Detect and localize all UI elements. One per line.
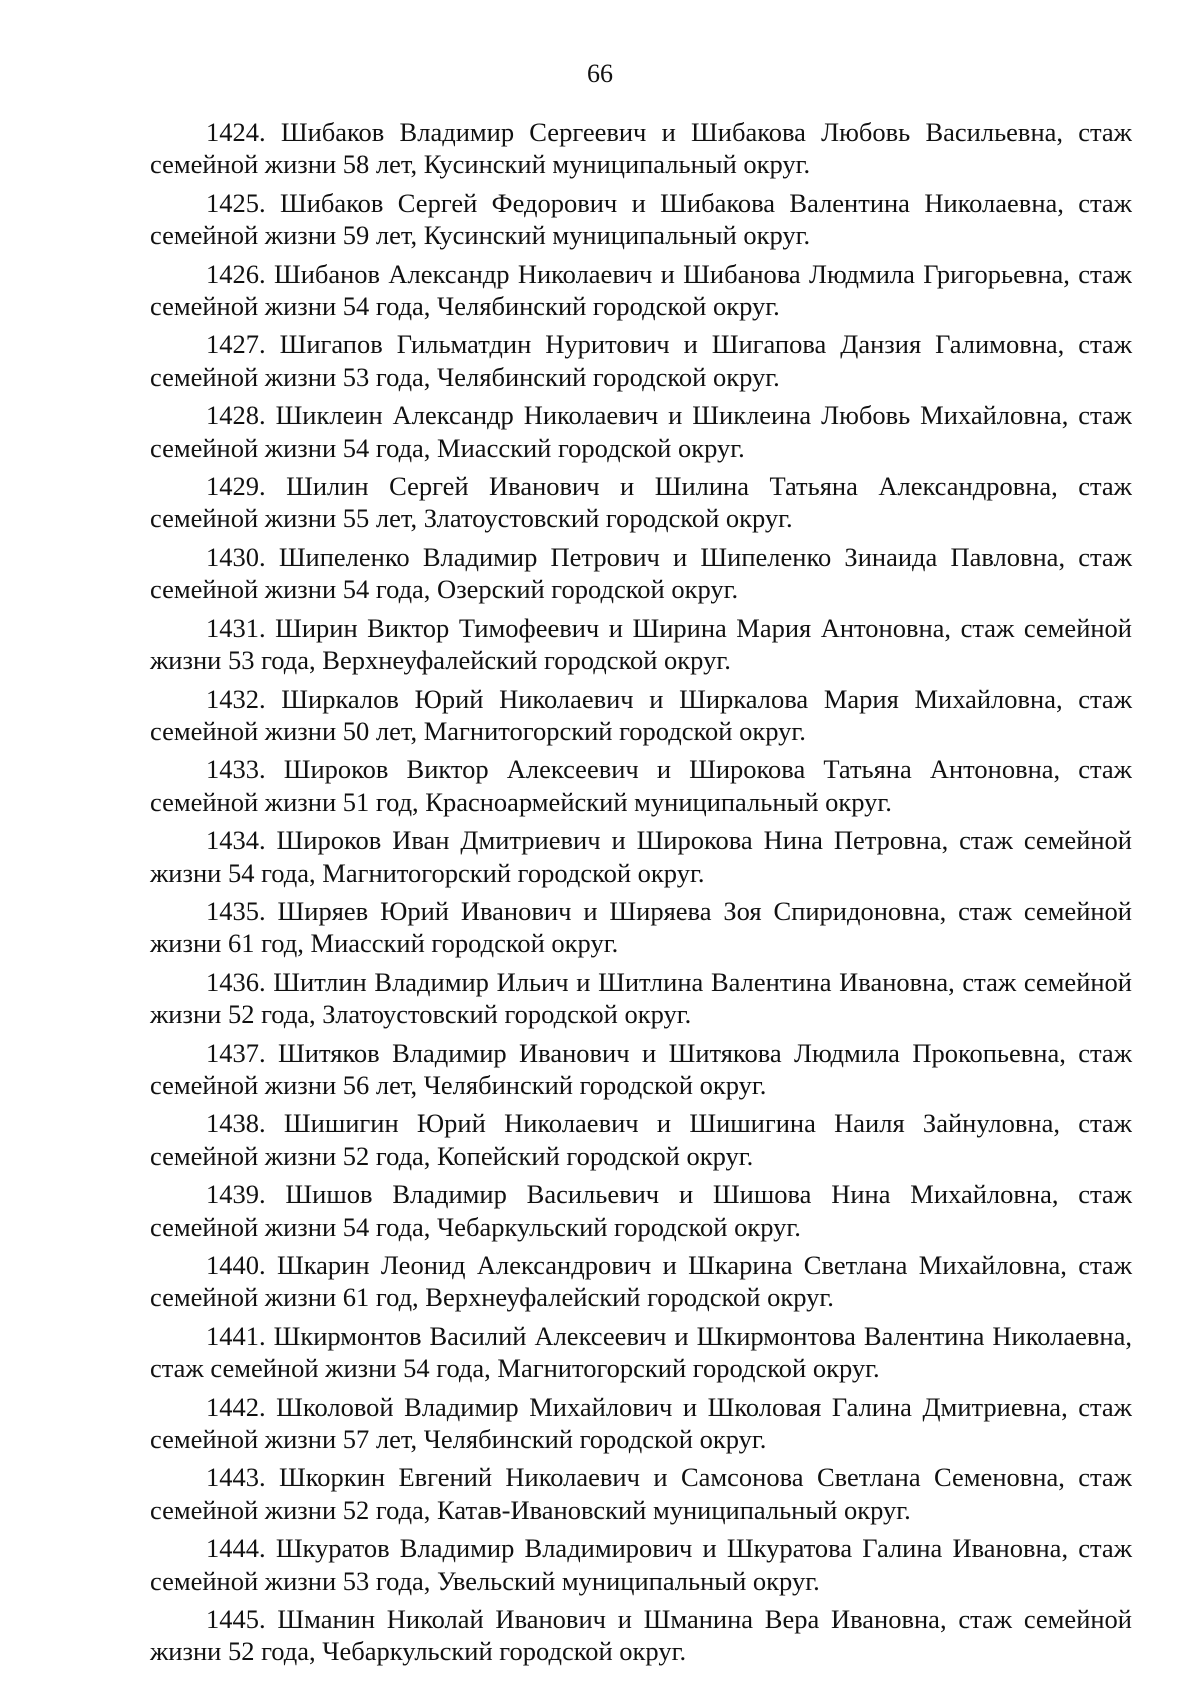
list-item: 1438. Шишигин Юрий Николаевич и Шишигина Наиля Зайнуловна, стаж семейной жизни 52 года, Копейский городской округ.: [150, 1108, 1132, 1171]
list-item: 1436. Шитлин Владимир Ильич и Шитлина Валентина Ивановна, стаж семейной жизни 52 года, Златоустовский городской округ.: [150, 966, 1132, 1030]
list-item: 1433. Широков Виктор Алексеевич и Широкова Татьяна Антоновна, стаж семейной жизни 51 год, Красноармейский муниципальный округ.: [150, 754, 1132, 817]
list-item: 1441. Шкирмонтов Василий Алексеевич и Шкирмонтова Валентина Николаевна, стаж семейной жизни 54 года, Магнитогорский городской округ.: [150, 1320, 1132, 1384]
list-item: 1425. Шибаков Сергей Федорович и Шибакова Валентина Николаевна, стаж семейной жизни 59 лет, Кусинский муниципальный округ.: [150, 187, 1132, 251]
list-item: 1431. Ширин Виктор Тимофеевич и Ширина Мария Антоновна, стаж семейной жизни 53 года, Верхнеуфалейский городской округ.: [150, 612, 1132, 676]
list-item: 1427. Шигапов Гильматдин Нуритович и Шигапова Данзия Галимовна, стаж семейной жизни 53 года, Челябинский городской округ.: [150, 329, 1132, 392]
list-item: 1424. Шибаков Владимир Сергеевич и Шибакова Любовь Васильевна, стаж семейной жизни 58 лет, Кусинский муниципальный округ.: [150, 117, 1132, 180]
list-item: 1434. Широков Иван Дмитриевич и Широкова Нина Петровна, стаж семейной жизни 54 года, Магнитогорский городской округ.: [150, 825, 1132, 888]
list-item: 1435. Ширяев Юрий Иванович и Ширяева Зоя Спиридоновна, стаж семейной жизни 61 год, Миасский городской округ.: [150, 895, 1132, 959]
list-item: 1439. Шишов Владимир Васильевич и Шишова Нина Михайловна, стаж семейной жизни 54 года, Чебаркульский городской округ.: [150, 1179, 1132, 1242]
list-item: 1429. Шилин Сергей Иванович и Шилина Татьяна Александровна, стаж семейной жизни 55 лет, Златоустовский городской округ.: [150, 471, 1132, 534]
entry-list: [150, 116, 1132, 1674]
list-item: 1437. Шитяков Владимир Иванович и Шитякова Людмила Прокопьевна, стаж семейной жизни 56 лет, Челябинский городской округ.: [150, 1037, 1132, 1100]
page-number: 66: [587, 59, 613, 88]
list-item: 1428. Шиклеин Александр Николаевич и Шиклеина Любовь Михайловна, стаж семейной жизни 54 года, Миасский городской округ.: [150, 400, 1132, 463]
list-item: 1426. Шибанов Александр Николаевич и Шибанова Людмила Григорьевна, стаж семейной жизни 54 года, Челябинский городской округ.: [150, 258, 1132, 322]
list-item: 1430. Шипеленко Владимир Петрович и Шипеленко Зинаида Павловна, стаж семейной жизни 54 года, Озерский городской округ.: [150, 541, 1132, 605]
list-item: 1445. Шманин Николай Иванович и Шманина Вера Ивановна, стаж семейной жизни 52 года, Чебаркульский городской округ.: [150, 1604, 1132, 1667]
list-item: 1444. Шкуратов Владимир Владимирович и Шкуратова Галина Ивановна, стаж семейной жизни 53 года, Увельский муниципальный округ.: [150, 1533, 1132, 1596]
list-item: 1432. Ширкалов Юрий Николаевич и Ширкалова Мария Михайловна, стаж семейной жизни 50 лет, Магнитогорский городской округ.: [150, 683, 1132, 746]
list-item: 1442. Школовой Владимир Михайлович и Школовая Галина Дмитриевна, стаж семейной жизни 57 лет, Челябинский городской округ.: [150, 1391, 1132, 1455]
list-item: 1440. Шкарин Леонид Александрович и Шкарина Светлана Михайловна, стаж семейной жизни 61 год, Верхнеуфалейский городской округ.: [150, 1250, 1132, 1313]
list-item: 1443. Шкоркин Евгений Николаевич и Самсонова Светлана Семеновна, стаж семейной жизни 52 года, Катав-Ивановский муниципальный округ.: [150, 1462, 1132, 1525]
